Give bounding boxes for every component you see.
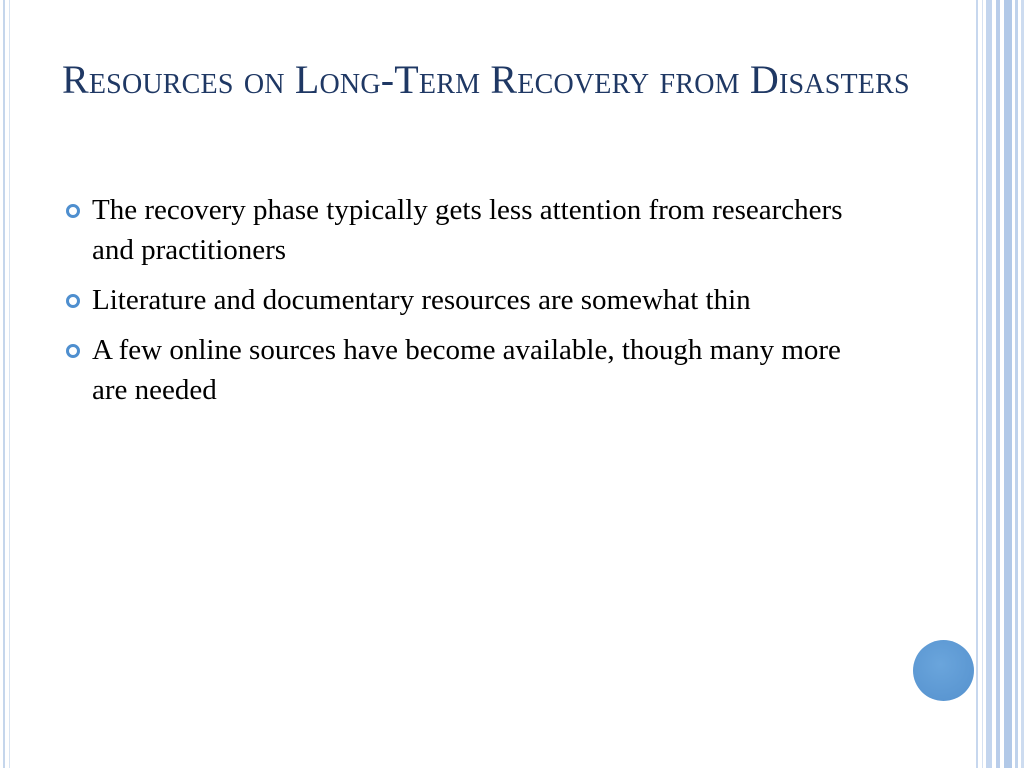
accent-circle-decoration	[913, 640, 974, 701]
bullet-item	[62, 280, 862, 320]
stripe	[1004, 0, 1012, 768]
stripe	[976, 0, 978, 768]
stripe	[982, 0, 983, 768]
hollow-circle-bullet-icon	[66, 294, 80, 308]
hollow-circle-bullet-icon	[66, 204, 80, 218]
stripe	[996, 0, 1000, 768]
hollow-circle-bullet-icon	[66, 344, 80, 358]
bullet-list	[62, 190, 862, 420]
bullet-item	[62, 330, 862, 410]
stripe	[986, 0, 992, 768]
bullet-item	[62, 190, 862, 270]
slide-title: Resources on Long-Term Recovery from Disasters	[62, 57, 910, 102]
left-border-line-thin	[9, 0, 10, 768]
right-decorative-stripes	[976, 0, 1024, 768]
bullet-text: Literature and documentary resources are somewhat thin	[92, 284, 751, 316]
bullet-text: The recovery phase typically gets less attention from researchers and practitioners	[92, 194, 843, 266]
left-border-line	[3, 0, 5, 768]
bullet-text: A few online sources have become available, though many more are needed	[92, 334, 841, 406]
stripe	[1015, 0, 1018, 768]
